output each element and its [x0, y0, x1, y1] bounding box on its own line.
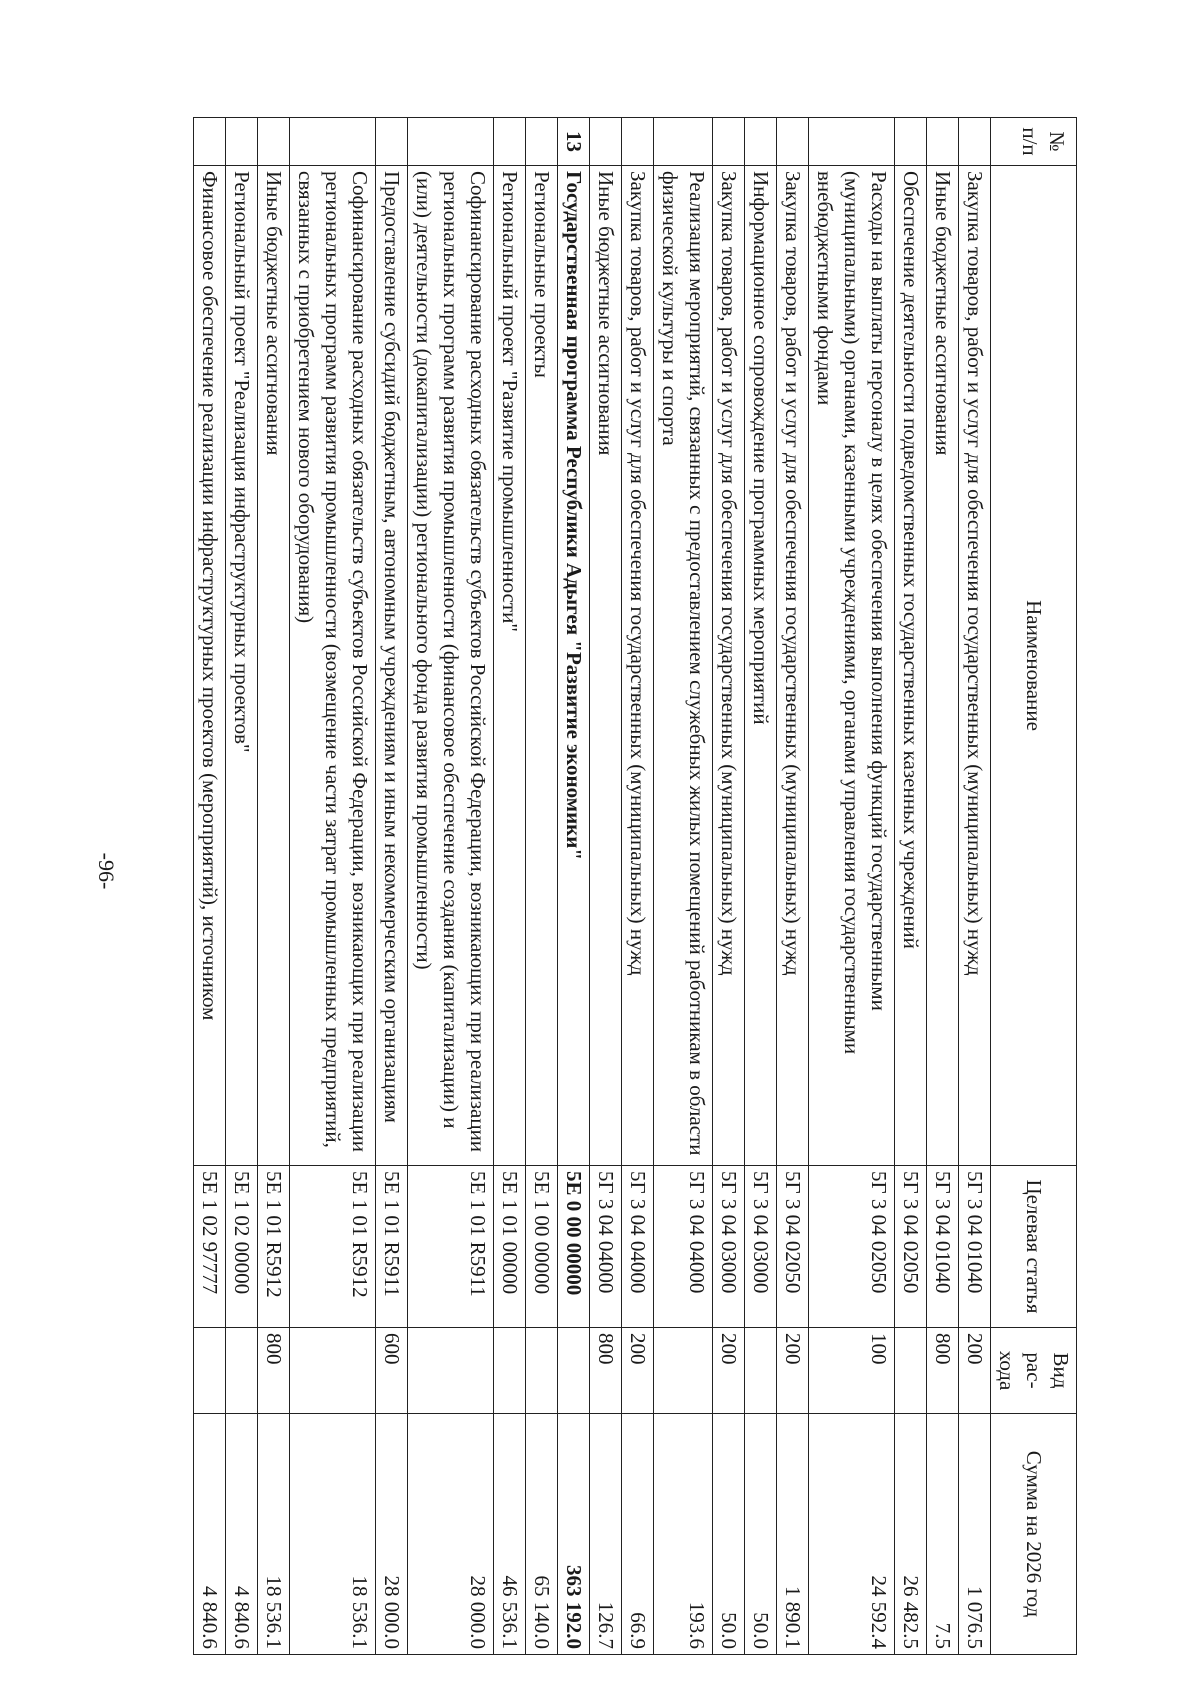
cell-name: Софинансирование расходных обязательств субъектов Российской Федерации, возникающих при реализации региональных программ развития промышленности (возмещение части затрат промышленных предприятий, связанных с приобретением нового оборудования): [290, 166, 376, 1166]
cell-code: 5Г 3 04 03000: [713, 1166, 745, 1328]
cell-kind: 600: [376, 1328, 408, 1414]
table-row: [494, 118, 526, 1655]
cell-code: 5Г 3 04 04000: [654, 1166, 713, 1328]
cell-kind: 100: [809, 1328, 895, 1414]
cell-code: 5Г 3 04 02050: [809, 1166, 895, 1328]
cell-amount: 363 192.0: [558, 1414, 590, 1655]
cell-kind: [895, 1328, 927, 1414]
cell-code: 5Е 1 01 R5912: [290, 1166, 376, 1328]
table-row: [809, 118, 895, 1655]
cell-name: Реализация мероприятий, связанных с предоставлением служебных жилых помещений работникам в области физической культуры и спорта: [654, 166, 713, 1166]
cell-code: 5Г 3 04 04000: [622, 1166, 654, 1328]
cell-amount: 46 536.1: [494, 1414, 526, 1655]
cell-amount: 1 890.1: [777, 1414, 809, 1655]
cell-code: 5Е 1 01 R5911: [408, 1166, 494, 1328]
table-row: [376, 118, 408, 1655]
cell-code: 5Е 1 02 97777: [194, 1166, 226, 1328]
cell-name: Региональный проект "Реализация инфраструктурных проектов": [226, 166, 258, 1166]
header-kind: Вид рас- хода: [991, 1328, 1077, 1414]
cell-name: Закупка товаров, работ и услуг для обеспечения государственных (муниципальных) нужд: [622, 166, 654, 1166]
cell-name: Предоставление субсидий бюджетным, автономным учреждениям и иным некоммерческим организациям: [376, 166, 408, 1166]
cell-num: [713, 118, 745, 166]
cell-kind: 200: [713, 1328, 745, 1414]
cell-num: [376, 118, 408, 166]
cell-name: Региональный проект "Развитие промышленности": [494, 166, 526, 1166]
cell-amount: 1 076.5: [959, 1414, 991, 1655]
cell-name: Иные бюджетные ассигнования: [927, 166, 959, 1166]
cell-kind: [194, 1328, 226, 1414]
cell-name: Информационное сопровождение программных мероприятий: [745, 166, 777, 1166]
cell-kind: [558, 1328, 590, 1414]
table-body: [194, 118, 991, 1655]
cell-name: Закупка товаров, работ и услуг для обеспечения государственных (муниципальных) нужд: [959, 166, 991, 1166]
cell-name: Обеспечение деятельности подведомственных государственных казенных учреждений: [895, 166, 927, 1166]
table-row: [226, 118, 258, 1655]
rotated-table-container: [125, 117, 1077, 1654]
cell-kind: 200: [959, 1328, 991, 1414]
cell-amount: 26 482.5: [895, 1414, 927, 1655]
cell-amount: 18 536.1: [290, 1414, 376, 1655]
cell-code: 5Е 1 01 R5911: [376, 1166, 408, 1328]
cell-amount: 50.0: [745, 1414, 777, 1655]
cell-num: 13: [558, 118, 590, 166]
cell-code: 5Е 1 00 00000: [526, 1166, 558, 1328]
cell-code: 5Г 3 04 02050: [895, 1166, 927, 1328]
header-amount: Сумма на 2026 год: [991, 1414, 1077, 1655]
cell-code: 5Е 1 02 00000: [226, 1166, 258, 1328]
cell-kind: 800: [927, 1328, 959, 1414]
cell-name: Региональные проекты: [526, 166, 558, 1166]
cell-num: [494, 118, 526, 166]
cell-num: [809, 118, 895, 166]
cell-num: [622, 118, 654, 166]
cell-name: Государственная программа Республики Адыгея "Развитие экономики": [558, 166, 590, 1166]
cell-amount: 193.6: [654, 1414, 713, 1655]
cell-kind: [226, 1328, 258, 1414]
cell-num: [745, 118, 777, 166]
cell-kind: 800: [590, 1328, 622, 1414]
table-row: [777, 118, 809, 1655]
cell-num: [927, 118, 959, 166]
cell-num: [654, 118, 713, 166]
table-row: [959, 118, 991, 1655]
cell-name: Иные бюджетные ассигнования: [258, 166, 290, 1166]
cell-amount: 28 000.0: [376, 1414, 408, 1655]
cell-kind: [290, 1328, 376, 1414]
cell-kind: [654, 1328, 713, 1414]
cell-num: [290, 118, 376, 166]
cell-code: 5Г 3 04 01040: [927, 1166, 959, 1328]
page-number: -96-: [94, 852, 119, 890]
cell-amount: 7.5: [927, 1414, 959, 1655]
cell-code: 5Г 3 04 02050: [777, 1166, 809, 1328]
table-row: [927, 118, 959, 1655]
table-row: [895, 118, 927, 1655]
table-row: [713, 118, 745, 1655]
cell-kind: [408, 1328, 494, 1414]
cell-name: Закупка товаров, работ и услуг для обеспечения государственных (муниципальных) нужд: [713, 166, 745, 1166]
cell-num: [194, 118, 226, 166]
cell-name: Финансовое обеспечение реализации инфраструктурных проектов (мероприятий), источником: [194, 166, 226, 1166]
table-row: [745, 118, 777, 1655]
cell-amount: 66.9: [622, 1414, 654, 1655]
table-row: [194, 118, 226, 1655]
header-code: Целевая статья: [991, 1166, 1077, 1328]
table-header-row: [991, 118, 1077, 1655]
cell-amount: 65 140.0: [526, 1414, 558, 1655]
table-row: [622, 118, 654, 1655]
cell-kind: [494, 1328, 526, 1414]
cell-name: Софинансирование расходных обязательств субъектов Российской Федерации, возникающих при реализации региональных программ развития промышленности (финансовое обеспечение создания (капитализации) и (или) деятельности (докапитализации) регионального фонда развития промышленности): [408, 166, 494, 1166]
table-row: [558, 118, 590, 1655]
cell-num: [777, 118, 809, 166]
table-row: [258, 118, 290, 1655]
cell-name: Расходы на выплаты персоналу в целях обеспечения выполнения функций государственными (муниципальными) органами, казенными учреждениями, органами управления государственными внебюджетными фондами: [809, 166, 895, 1166]
header-name: Наименование: [991, 166, 1077, 1166]
cell-name: Закупка товаров, работ и услуг для обеспечения государственных (муниципальных) нужд: [777, 166, 809, 1166]
cell-kind: 200: [622, 1328, 654, 1414]
cell-name: Иные бюджетные ассигнования: [590, 166, 622, 1166]
table-row: [526, 118, 558, 1655]
cell-amount: 24 592.4: [809, 1414, 895, 1655]
table-row: [654, 118, 713, 1655]
cell-amount: 4 840.6: [194, 1414, 226, 1655]
header-num: № п/п: [991, 118, 1077, 166]
budget-table: [193, 117, 1077, 1655]
cell-code: 5Е 0 00 00000: [558, 1166, 590, 1328]
cell-amount: 28 000.0: [408, 1414, 494, 1655]
cell-amount: 126.7: [590, 1414, 622, 1655]
cell-kind: [745, 1328, 777, 1414]
cell-num: [895, 118, 927, 166]
cell-kind: 800: [258, 1328, 290, 1414]
cell-kind: 200: [777, 1328, 809, 1414]
cell-amount: 50.0: [713, 1414, 745, 1655]
table-row: [290, 118, 376, 1655]
cell-num: [526, 118, 558, 166]
cell-code: 5Е 1 01 R5912: [258, 1166, 290, 1328]
cell-num: [959, 118, 991, 166]
cell-amount: 18 536.1: [258, 1414, 290, 1655]
cell-num: [258, 118, 290, 166]
cell-code: 5Г 3 04 01040: [959, 1166, 991, 1328]
cell-num: [590, 118, 622, 166]
cell-code: 5Е 1 01 00000: [494, 1166, 526, 1328]
cell-num: [226, 118, 258, 166]
cell-code: 5Г 3 04 03000: [745, 1166, 777, 1328]
cell-kind: [526, 1328, 558, 1414]
table-row: [590, 118, 622, 1655]
table-row: [408, 118, 494, 1655]
cell-amount: 4 840.6: [226, 1414, 258, 1655]
cell-code: 5Г 3 04 04000: [590, 1166, 622, 1328]
cell-num: [408, 118, 494, 166]
